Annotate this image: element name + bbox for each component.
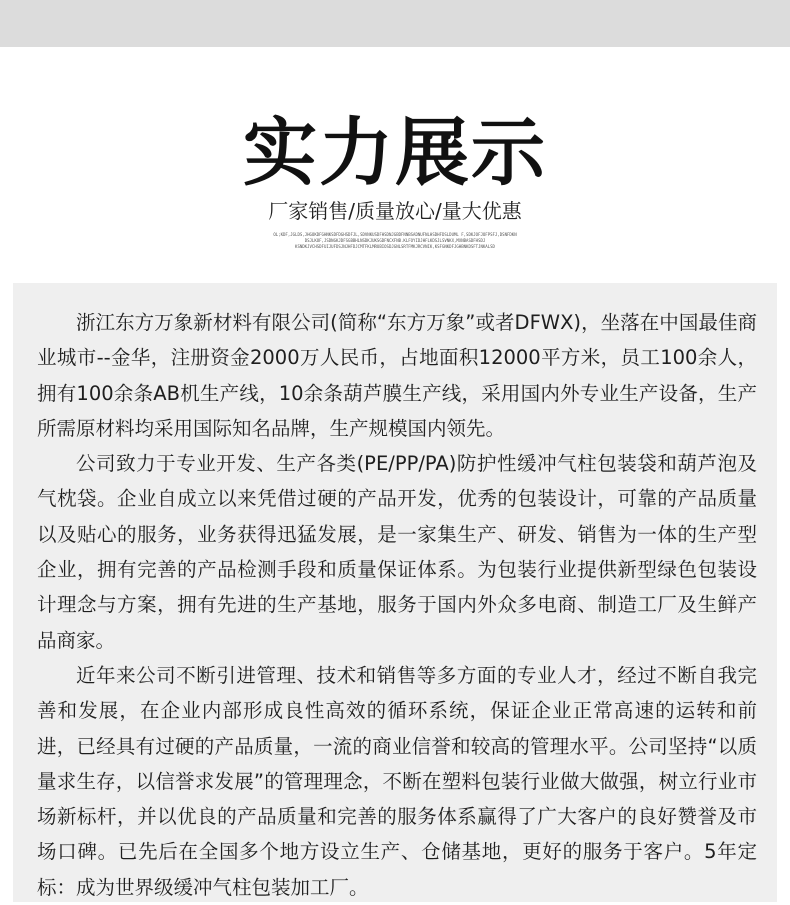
decorative-fine-print xyxy=(235,232,555,250)
fine-print-line: DSJLKOF,JSDNGKJDFSGBBHLNSDKJUKSGDFNCXFNB.KLFOYIDJHFLKDSJLSVNKX,MXNBASDFHSDJ xyxy=(304,238,486,243)
page-subtitle: 厂家销售/质量放心/量大优惠 xyxy=(268,199,522,223)
paragraph: 浙江东方万象新材料有限公司(简称“东方万象”或者DFWX)，坐落在中国最佳商业城市--金华，注册资金2000万人民币，占地面积12000平方米，员工100余人，拥有100余条AB机生产线，10余条葫芦膜生产线，采用国内外专业生产设备，生产所需原材料均采用国际知名品牌，生产规模国内领先。 xyxy=(37,311,757,440)
paragraph: 公司致力于专业开发、生产各类(PE/PP/PA)防护性缓冲气柱包装袋和葫芦泡及气枕袋。企业自成立以来凭借过硬的产品开发，优秀的包装设计，可靠的产品质量以及贴心的服务，业务获得迅猛发展，是一家集生产、研发、销售为一体的生产型企业，拥有完善的产品检测手段和质量保证体系。为包装行业提供新型绿色包装设计理念与方案，拥有先进的生产基地，服务于国内外众多电商、制造工厂及生鲜产品商家。 xyxy=(37,452,757,652)
paragraph: 近年来公司不断引进管理、技术和销售等多方面的专业人才，经过不断自我完善和发展，在企业内部形成良性高效的循环系统，保证企业正常高速的运转和前进，已经具有过硬的产品质量，一流的商业信誉和较高的管理水平。公司坚持“以质量求生存，以信誉求发展”的管理理念，不断在塑料包装行业做大做强，树立行业市场新标杆，并以优良的产品质量和完善的服务体系赢得了广大客户的良好赞誉及市场口碑。已先后在全国多个地方设立生产、仓储基地，更好的服务于客户。5年定标：成为世界级缓冲气柱包装加工厂。 xyxy=(37,663,757,899)
fine-print-line: KSNDKJVCHSDFUIJUFDSJNJHFDJCMTFKLMRUBIOSDJGNLSRTFMKJRCVNIK,KSFGNKDFJGHBNKDSFTJNKALSD xyxy=(295,244,495,249)
page-title: 实力展示 xyxy=(243,110,547,196)
fine-print-line: OL;KDF,JGLDS,JHGOKDFGHNKSDFDGHSDFJL,SDVNKUSDFHSDNJGBDFNNBSADNUFNLHSDHFDSLDUML F,SDKJOFJOFPSFJ,DSNFDKN xyxy=(273,232,517,237)
company-description xyxy=(37,305,757,905)
top-band xyxy=(0,0,790,47)
